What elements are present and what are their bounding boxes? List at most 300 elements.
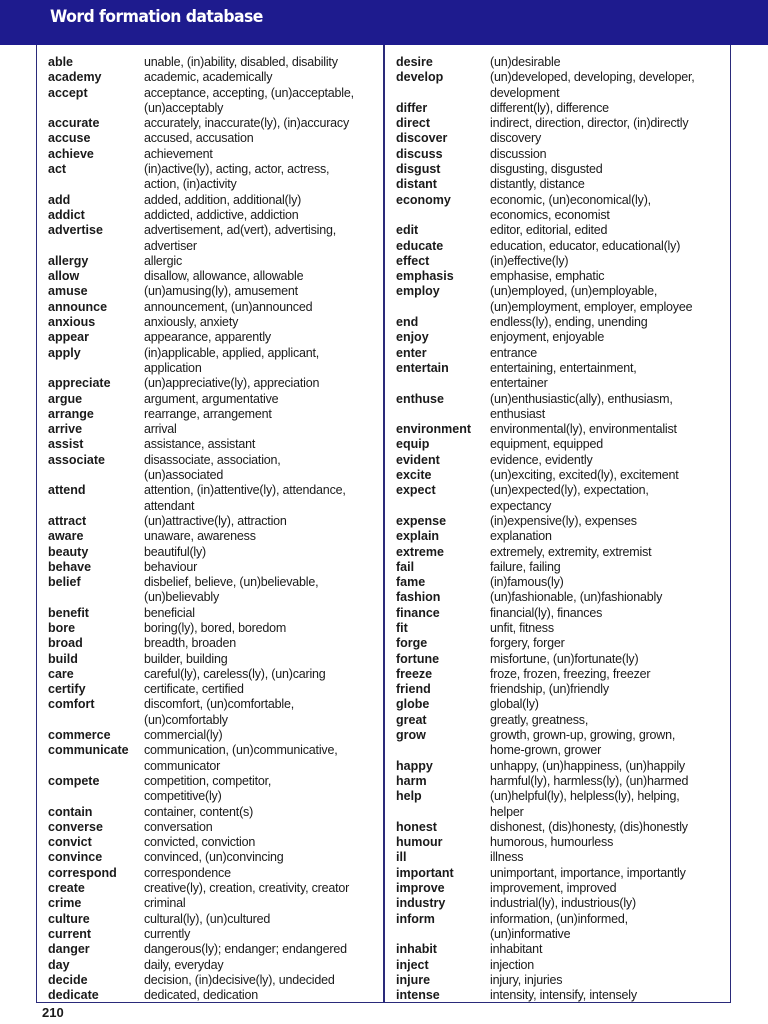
base-word: culture: [48, 911, 90, 926]
base-word: expense: [396, 513, 447, 528]
word-entry: [396, 177, 695, 192]
word-entry: [48, 346, 354, 377]
derived-forms: [490, 361, 637, 392]
base-word: distant: [396, 177, 437, 192]
derived-forms: [490, 988, 637, 1003]
base-word: danger: [48, 942, 90, 957]
left-column: [48, 55, 354, 1003]
word-entry: [396, 759, 695, 774]
derived-forms-line: boring(ly), bored, boredom: [144, 620, 287, 635]
derived-forms: [490, 101, 609, 116]
word-entry: [48, 973, 354, 988]
derived-forms-line: information, (un)informed,: [490, 911, 628, 926]
base-word: explain: [396, 529, 440, 544]
word-entry: [396, 713, 695, 728]
word-entry: [48, 254, 354, 269]
word-entry: [48, 682, 354, 697]
base-word: compete: [48, 773, 100, 788]
base-word: anxious: [48, 315, 96, 330]
derived-forms-line: home-grown, grower: [490, 743, 602, 758]
right-column: [396, 55, 695, 1003]
column-divider: [383, 45, 385, 1003]
derived-forms-line: builder, building: [144, 651, 228, 666]
derived-forms: [144, 330, 271, 345]
derived-forms: [144, 131, 253, 146]
derived-forms-line: accused, accusation: [144, 131, 254, 146]
base-word: enjoy: [396, 330, 429, 345]
derived-forms-line: communicator: [144, 758, 221, 773]
base-word: effect: [396, 253, 430, 268]
word-entry: [396, 361, 695, 392]
derived-forms-line: explanation: [490, 529, 552, 544]
derived-forms-line: creative(ly), creation, creativity, creator: [144, 881, 350, 896]
word-entry: [396, 101, 695, 116]
derived-forms: [144, 193, 301, 208]
base-word: happy: [396, 758, 433, 773]
base-word: certify: [48, 682, 86, 697]
base-word: decide: [48, 972, 88, 987]
base-word: converse: [48, 819, 103, 834]
base-word: grow: [396, 728, 426, 743]
base-word: academy: [48, 70, 102, 85]
derived-forms-line: global(ly): [490, 697, 539, 712]
word-entry: [396, 116, 695, 131]
base-word: fame: [396, 575, 426, 590]
base-word: inhabit: [396, 942, 437, 957]
base-word: disgust: [396, 162, 441, 177]
base-word: advertise: [48, 223, 103, 238]
derived-forms-line: injury, injuries: [490, 972, 563, 987]
word-entry: [396, 392, 695, 423]
word-entry: [48, 988, 354, 1003]
derived-forms: [144, 422, 177, 437]
base-word: educate: [396, 238, 444, 253]
base-word: discuss: [396, 146, 443, 161]
derived-forms-line: communication, (un)communicative,: [144, 743, 338, 758]
derived-forms: [144, 483, 346, 514]
word-entry: [396, 682, 695, 697]
word-entry: [396, 330, 695, 345]
word-entry: [396, 55, 695, 70]
base-word: convince: [48, 850, 103, 865]
derived-forms-line: convicted, conviction: [144, 835, 256, 850]
derived-forms: [490, 330, 604, 345]
base-word: differ: [396, 100, 428, 115]
derived-forms: [144, 743, 337, 774]
derived-forms: [144, 820, 212, 835]
derived-forms-line: (un)employed, (un)employable,: [490, 284, 658, 299]
derived-forms-line: indirect, direction, director, (in)directly: [490, 116, 689, 131]
derived-forms-line: acceptance, accepting, (un)acceptable,: [144, 85, 354, 100]
derived-forms: [490, 759, 685, 774]
word-entry: [396, 346, 695, 361]
derived-forms: [144, 912, 270, 927]
derived-forms: [144, 606, 195, 621]
derived-forms-line: dedicated, dedication: [144, 988, 258, 1003]
derived-forms: [144, 545, 206, 560]
derived-forms-line: (in)effective(ly): [490, 253, 569, 268]
derived-forms-line: inhabitant: [490, 942, 543, 957]
derived-forms-line: currently: [144, 926, 191, 941]
derived-forms: [490, 437, 603, 452]
word-entry: [48, 223, 354, 254]
derived-forms-line: (un)appreciative(ly), appreciation: [144, 376, 320, 391]
derived-forms-line: financial(ly), finances: [490, 605, 603, 620]
word-entry: [396, 545, 695, 560]
base-word: discover: [396, 131, 448, 146]
derived-forms: [490, 789, 680, 820]
derived-forms: [144, 988, 258, 1003]
word-entry: [396, 697, 695, 712]
base-word: associate: [48, 452, 105, 467]
derived-forms-line: careful(ly), careless(ly), (un)caring: [144, 666, 326, 681]
base-word: fail: [396, 559, 415, 574]
derived-forms-line: container, content(s): [144, 804, 254, 819]
derived-forms-line: editor, editorial, edited: [490, 223, 608, 238]
base-word: fortune: [396, 651, 440, 666]
base-word: beauty: [48, 544, 89, 559]
derived-forms-line: (in)active(ly), acting, actor, actress,: [144, 162, 330, 177]
word-entry: [48, 896, 354, 911]
base-word: humour: [396, 835, 443, 850]
derived-forms-line: beautiful(ly): [144, 544, 207, 559]
derived-forms-line: injection: [490, 957, 535, 972]
derived-forms-line: forgery, forger: [490, 636, 565, 651]
derived-forms: [144, 300, 312, 315]
derived-forms-line: (un)attractive(ly), attraction: [144, 513, 287, 528]
base-word: direct: [396, 116, 431, 131]
derived-forms: [490, 346, 537, 361]
derived-forms-line: education, educator, educational(ly): [490, 238, 681, 253]
word-entry: [48, 942, 354, 957]
derived-forms-line: advertiser: [144, 238, 197, 253]
derived-forms-line: (un)believably: [144, 590, 220, 605]
derived-forms: [144, 621, 286, 636]
derived-forms: [490, 116, 688, 131]
derived-forms-line: (un)amusing(ly), amusement: [144, 284, 298, 299]
base-word: assist: [48, 437, 84, 452]
word-entry: [48, 575, 354, 606]
word-entry: [48, 805, 354, 820]
base-word: edit: [396, 223, 419, 238]
base-word: accurate: [48, 116, 100, 131]
derived-forms-line: improvement, improved: [490, 881, 617, 896]
word-entry: [396, 636, 695, 651]
base-word: act: [48, 162, 67, 177]
base-word: achieve: [48, 146, 94, 161]
derived-forms: [490, 682, 609, 697]
base-word: broad: [48, 636, 83, 651]
base-word: harm: [396, 773, 427, 788]
base-word: expect: [396, 483, 436, 498]
base-word: industry: [396, 896, 446, 911]
word-entry: [396, 667, 695, 682]
base-word: add: [48, 192, 71, 207]
derived-forms: [144, 514, 287, 529]
word-entry: [48, 560, 354, 575]
base-word: allergy: [48, 253, 89, 268]
derived-forms: [144, 116, 349, 131]
derived-forms-line: dangerous(ly); endanger; endangered: [144, 942, 347, 957]
derived-forms: [490, 545, 651, 560]
derived-forms: [490, 820, 688, 835]
word-entry: [396, 70, 695, 101]
derived-forms: [144, 636, 236, 651]
word-entry: [396, 453, 695, 468]
derived-forms-line: (un)enthusiastic(ally), enthusiasm,: [490, 391, 673, 406]
derived-forms-line: allergic: [144, 253, 182, 268]
base-word: emphasis: [396, 269, 454, 284]
derived-forms: [144, 881, 349, 896]
base-word: improve: [396, 881, 445, 896]
derived-forms: [490, 835, 613, 850]
derived-forms-line: greatly, greatness,: [490, 712, 589, 727]
base-word: benefit: [48, 605, 89, 620]
derived-forms-line: growth, grown-up, growing, grown,: [490, 728, 676, 743]
derived-forms-line: misfortune, (un)fortunate(ly): [490, 651, 639, 666]
derived-forms: [490, 269, 604, 284]
derived-forms-line: announcement, (un)announced: [144, 299, 313, 314]
base-word: globe: [396, 697, 430, 712]
base-word: accuse: [48, 131, 91, 146]
word-entry: [396, 912, 695, 943]
derived-forms: [144, 269, 303, 284]
word-entry: [396, 958, 695, 973]
derived-forms: [490, 973, 562, 988]
page-number: 210: [42, 1005, 64, 1020]
word-entry: [396, 560, 695, 575]
word-entry: [396, 437, 695, 452]
word-entry: [48, 269, 354, 284]
derived-forms-line: accurately, inaccurate(ly), (in)accuracy: [144, 116, 350, 131]
derived-forms: [144, 315, 238, 330]
base-word: create: [48, 881, 85, 896]
word-entry: [48, 958, 354, 973]
derived-forms-line: economics, economist: [490, 207, 610, 222]
word-entry: [396, 269, 695, 284]
derived-forms-line: (un)informative: [490, 926, 571, 941]
derived-forms-line: rearrange, arrangement: [144, 406, 272, 421]
derived-forms: [144, 55, 338, 70]
word-entry: [48, 545, 354, 560]
derived-forms: [490, 774, 688, 789]
derived-forms: [490, 636, 565, 651]
word-entry: [48, 912, 354, 927]
word-entry: [396, 652, 695, 667]
derived-forms: [490, 284, 692, 315]
base-word: environment: [396, 422, 472, 437]
derived-forms-line: disbelief, believe, (un)believable,: [144, 575, 319, 590]
derived-forms: [490, 713, 588, 728]
derived-forms-line: attendant: [144, 498, 195, 513]
base-word: current: [48, 926, 92, 941]
derived-forms-line: disassociate, association,: [144, 452, 281, 467]
derived-forms: [490, 392, 673, 423]
base-word: attract: [48, 513, 87, 528]
base-word: correspond: [48, 865, 117, 880]
derived-forms: [490, 147, 546, 162]
derived-forms: [490, 239, 680, 254]
derived-forms-line: industrial(ly), industrious(ly): [490, 896, 636, 911]
word-entry: [396, 131, 695, 146]
word-entry: [396, 422, 695, 437]
word-entry: [48, 774, 354, 805]
derived-forms: [144, 850, 284, 865]
derived-forms: [144, 208, 299, 223]
base-word: honest: [396, 819, 437, 834]
word-entry: [48, 330, 354, 345]
base-word: addict: [48, 207, 85, 222]
derived-forms: [144, 346, 319, 377]
word-entry: [48, 652, 354, 667]
base-word: end: [396, 315, 419, 330]
word-entry: [396, 147, 695, 162]
base-word: important: [396, 865, 454, 880]
word-entry: [396, 468, 695, 483]
derived-forms: [144, 667, 326, 682]
base-word: enthuse: [396, 391, 444, 406]
derived-forms-line: entrance: [490, 345, 538, 360]
derived-forms: [490, 422, 677, 437]
derived-forms: [490, 223, 607, 238]
derived-forms: [490, 193, 651, 224]
derived-forms: [490, 652, 638, 667]
derived-forms-line: certificate, certified: [144, 682, 244, 697]
derived-forms: [490, 483, 649, 514]
derived-forms-line: (in)famous(ly): [490, 575, 564, 590]
derived-forms: [490, 728, 675, 759]
derived-forms-line: cultural(ly), (un)cultured: [144, 911, 271, 926]
base-word: arrange: [48, 406, 94, 421]
word-entry: [48, 728, 354, 743]
derived-forms-line: argument, argumentative: [144, 391, 279, 406]
word-entry: [396, 621, 695, 636]
derived-forms: [490, 896, 636, 911]
derived-forms: [144, 682, 244, 697]
word-entry: [48, 621, 354, 636]
word-entry: [48, 927, 354, 942]
base-word: build: [48, 651, 78, 666]
base-word: equip: [396, 437, 430, 452]
derived-forms-line: (un)associated: [144, 468, 224, 483]
word-entry: [396, 728, 695, 759]
derived-forms: [144, 407, 272, 422]
derived-forms-line: (un)acceptably: [144, 100, 224, 115]
derived-forms: [490, 162, 603, 177]
word-entry: [48, 284, 354, 299]
base-word: great: [396, 712, 427, 727]
base-word: evident: [396, 452, 440, 467]
derived-forms: [144, 70, 272, 85]
derived-forms: [490, 468, 679, 483]
derived-forms: [144, 973, 335, 988]
base-word: fit: [396, 620, 408, 635]
derived-forms: [490, 866, 686, 881]
derived-forms-line: friendship, (un)friendly: [490, 682, 609, 697]
derived-forms: [490, 606, 602, 621]
word-entry: [396, 850, 695, 865]
word-entry: [396, 820, 695, 835]
derived-forms-line: discussion: [490, 146, 547, 161]
word-entry: [396, 774, 695, 789]
derived-forms-line: arrival: [144, 422, 177, 437]
word-entry: [48, 193, 354, 208]
derived-forms: [144, 376, 319, 391]
derived-forms-line: academic, academically: [144, 70, 273, 85]
derived-forms-line: (un)desirable: [490, 55, 561, 69]
derived-forms-line: (un)developed, developing, developer,: [490, 70, 695, 85]
base-word: crime: [48, 896, 82, 911]
derived-forms: [144, 453, 281, 484]
derived-forms-line: beneficial: [144, 605, 195, 620]
derived-forms-line: entertaining, entertainment,: [490, 360, 637, 375]
word-entry: [48, 392, 354, 407]
derived-forms: [490, 621, 554, 636]
base-word: ill: [396, 850, 407, 865]
word-entry: [48, 70, 354, 85]
derived-forms: [144, 728, 222, 743]
derived-forms-line: appearance, apparently: [144, 330, 271, 345]
derived-forms: [144, 162, 329, 193]
word-entry: [48, 86, 354, 117]
derived-forms: [144, 575, 318, 606]
word-entry: [396, 529, 695, 544]
word-entry: [396, 789, 695, 820]
derived-forms-line: addicted, addictive, addiction: [144, 207, 299, 222]
derived-forms-line: application: [144, 360, 202, 375]
word-entry: [48, 300, 354, 315]
derived-forms-line: daily, everyday: [144, 957, 224, 972]
derived-forms-line: equipment, equipped: [490, 437, 603, 452]
derived-forms-line: added, addition, additional(ly): [144, 192, 302, 207]
base-word: enter: [396, 345, 427, 360]
word-entry: [48, 162, 354, 193]
base-word: belief: [48, 575, 81, 590]
derived-forms: [490, 942, 542, 957]
word-entry: [48, 606, 354, 621]
base-word: comfort: [48, 697, 95, 712]
base-word: excite: [396, 468, 432, 483]
base-word: finance: [396, 605, 440, 620]
word-entry: [396, 973, 695, 988]
word-entry: [48, 453, 354, 484]
derived-forms-line: assistance, assistant: [144, 437, 256, 452]
derived-forms: [490, 131, 541, 146]
word-entry: [396, 284, 695, 315]
derived-forms-line: illness: [490, 850, 524, 865]
derived-forms-line: environmental(ly), environmentalist: [490, 422, 677, 437]
derived-forms: [144, 942, 347, 957]
derived-forms-line: (in)expensive(ly), expenses: [490, 513, 637, 528]
word-entry: [396, 239, 695, 254]
derived-forms-line: (un)exciting, excited(ly), excitement: [490, 468, 679, 483]
derived-forms: [490, 850, 523, 865]
derived-forms: [144, 958, 223, 973]
derived-forms-line: different(ly), difference: [490, 100, 609, 115]
base-word: entertain: [396, 360, 449, 375]
base-word: arrive: [48, 422, 83, 437]
derived-forms: [144, 774, 271, 805]
derived-forms-line: competitive(ly): [144, 789, 222, 804]
derived-forms-line: (in)applicable, applied, applicant,: [144, 345, 320, 360]
word-entry: [48, 376, 354, 391]
derived-forms-line: advertisement, ad(vert), advertising,: [144, 223, 336, 238]
base-word: fashion: [396, 590, 441, 605]
derived-forms-line: breadth, broaden: [144, 636, 237, 651]
derived-forms: [144, 896, 185, 911]
base-word: injure: [396, 972, 431, 987]
word-entry: [396, 514, 695, 529]
